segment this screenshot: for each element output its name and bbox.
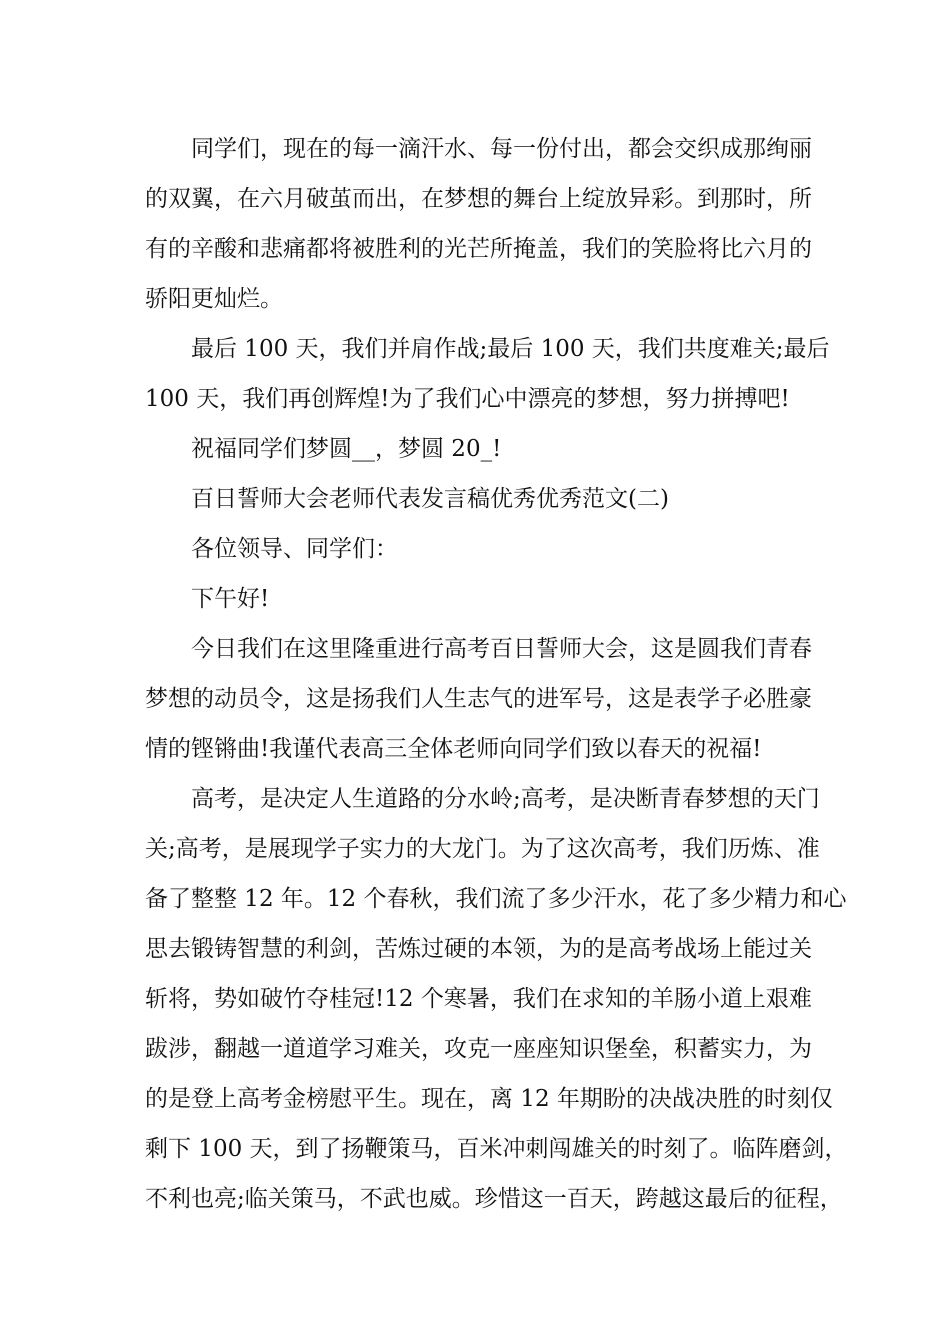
paragraph-line: 百日誓师大会老师代表发言稿优秀优秀范文(二)	[191, 486, 669, 512]
paragraph-line: 的双翼，在六月破茧而出，在梦想的舞台上绽放异彩。到那时，所	[145, 186, 812, 212]
paragraph	[145, 524, 825, 574]
paragraph	[145, 124, 825, 324]
paragraph-line: 下午好!	[191, 586, 270, 612]
paragraph-line: 今日我们在这里隆重进行高考百日誓师大会，这是圆我们青春	[191, 636, 812, 662]
paragraph	[145, 624, 825, 774]
paragraph-line: 思去锻铸智慧的利剑，苦炼过硬的本领，为的是高考战场上能过关	[145, 936, 812, 962]
paragraph-line: 同学们，现在的每一滴汗水、每一份付出，都会交织成那绚丽	[191, 136, 812, 162]
paragraph-line: 跋涉，翻越一道道学习难关，攻克一座座知识堡垒，积蓄实力，为	[145, 1036, 812, 1062]
paragraph-line: 高考，是决定人生道路的分水岭;高考，是决断青春梦想的天门	[191, 786, 820, 812]
paragraph-line: 骄阳更灿烂。	[145, 286, 283, 312]
paragraph	[145, 574, 825, 624]
paragraph	[145, 474, 825, 524]
paragraph	[145, 324, 830, 424]
document-body	[145, 124, 848, 1224]
paragraph-line: 备了整整 12 年。12 个春秋，我们流了多少汗水，花了多少精力和心	[145, 886, 847, 912]
paragraph-line: 情的铿锵曲!我谨代表高三全体老师向同学们致以春天的祝福!	[145, 736, 762, 762]
paragraph-line: 100 天，我们再创辉煌!为了我们心中漂亮的梦想，努力拼搏吧!	[145, 386, 790, 412]
paragraph-line: 各位领导、同学们：	[191, 536, 398, 562]
paragraph-line: 祝福同学们梦圆__，梦圆 20_!	[191, 436, 502, 462]
paragraph-line: 不利也亮;临关策马，不武也威。珍惜这一百天，跨越这最后的征程，	[145, 1186, 843, 1212]
paragraph-line: 最后 100 天，我们并肩作战;最后 100 天，我们共度难关;最后	[191, 336, 830, 362]
paragraph	[145, 774, 848, 1224]
paragraph-line: 的是登上高考金榜慰平生。现在，离 12 年期盼的决战决胜的时刻仅	[145, 1086, 833, 1112]
paragraph-line: 斩将，势如破竹夺桂冠!12 个寒暑，我们在求知的羊肠小道上艰难	[145, 986, 812, 1012]
paragraph	[145, 424, 825, 474]
paragraph-line: 关;高考，是展现学子实力的大龙门。为了这次高考，我们历炼、准	[145, 836, 820, 862]
paragraph-line: 梦想的动员令，这是扬我们人生志气的进军号，这是表学子必胜豪	[145, 686, 812, 712]
paragraph-line: 有的辛酸和悲痛都将被胜利的光芒所掩盖，我们的笑脸将比六月的	[145, 236, 812, 262]
paragraph-line: 剩下 100 天，到了扬鞭策马，百米冲刺闯雄关的时刻了。临阵磨剑，	[145, 1136, 848, 1162]
